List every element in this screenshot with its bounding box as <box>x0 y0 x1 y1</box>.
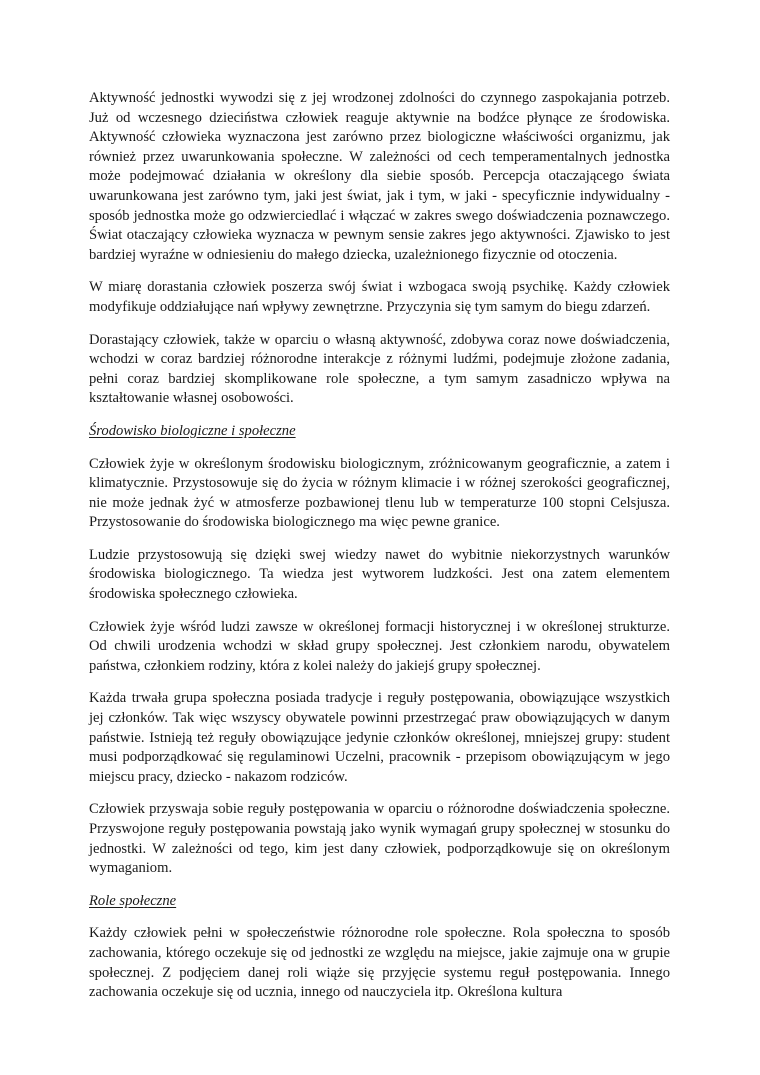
section-heading-social-roles: Role społeczne <box>89 892 177 909</box>
paragraph-acquiring-rules: Człowiek przyswaja sobie reguły postępowania w oparciu o różnorodne doświadczenia społeczne. Przyswojone reguły postępowania powstają jako wynik wymagań grupy społecznej w stosunku do jednostki. W zależności od tego, kim jest dany człowiek, podporządkowuje się on określonym wymaganiom. <box>89 801 670 877</box>
paragraph-growing-up: W miarę dorastania człowiek poszerza swój świat i wzbogaca swoją psychikę. Każdy człowiek modyfikuje oddziałujące nań wpływy zewnętrzne. Przyczynia się tym samym do biegu zdarzeń. <box>89 279 670 315</box>
paragraph-activity-origins: Aktywność jednostki wywodzi się z jej wrodzonej zdolności do czynnego zaspokajania potrzeb. Już od wczesnego dzieciństwa człowiek reaguje aktywnie na bodźce płynące ze środowiska. Aktywność człowieka wyznaczona jest zarówno przez biologiczne właściwości organizmu, jak również przez uwarunkowania społeczne. W zależności od cech temperamentalnych jednostka może podejmować działania w określony dla siebie sposób. Percepcja otaczającego świata uwarunkowana jest zarówno tym, jaki jest świat, jak i tym, w jaki - specyficznie indywidualny - sposób jednostka może go odzwierciedlać i włączać w zakres swego doświadczenia poznawczego. Świat otaczający człowieka wyznacza w pewnym sensie zakres jego aktywności. Zjawisko to jest bardziej wyraźne w odniesieniu do małego dziecka, uzależnionego fizycznie od otoczenia. <box>89 90 670 263</box>
paragraph-biological-environment: Człowiek żyje w określonym środowisku biologicznym, zróżnicowanym geograficznie, a zatem i klimatycznie. Przystosowuje się do życia w różnym klimacie i w różnej szerokości geograficznej, nie może jednak żyć w atmosferze pozbawionej tlenu lub w temperaturze 100 stopni Celsjusza. Przystosowanie do środowiska biologicznego ma więc pewne granice. <box>89 455 670 531</box>
document-page <box>89 89 670 1016</box>
paragraph-knowledge-adaptation: Ludzie przystosowują się dzięki swej wiedzy nawet do wybitnie niekorzystnych warunków środowiska biologicznego. Ta wiedza jest wytworem ludzkości. Jest ona zatem elementem środowiska społecznego człowieka. <box>89 546 670 603</box>
paragraph-maturing-person: Dorastający człowiek, także w oparciu o własną aktywność, zdobywa coraz nowe doświadczenia, wchodzi w coraz bardziej różnorodne interakcje z różnymi ludźmi, podejmuje złożone zadania, pełni coraz bardziej skomplikowane role społeczne, a tym samym zasadniczo wpływa na kształtowanie własnej osobowości. <box>89 331 670 407</box>
paragraph-group-rules: Każda trwała grupa społeczna posiada tradycje i reguły postępowania, obowiązujące wszystkich jej członków. Tak więc wszyscy obywatele powinni przestrzegać praw obowiązujących w danym państwie. Istnieją też reguły obowiązujące jedynie członków określonej, mniejszej grupy: student musi podporządkować się regulaminowi Uczelni, pracownik - przepisom obowiązującym w jego miejscu pracy, dziecko - nakazom rodziców. <box>89 690 670 785</box>
section-heading-environment: Środowisko biologiczne i społeczne <box>89 422 296 439</box>
paragraph-social-roles: Każdy człowiek pełni w społeczeństwie różnorodne role społeczne. Rola społeczna to sposób zachowania, którego oczekuje się od jednostki ze względu na miejsce, jakie zajmuje ona w grupie społecznej. Z podjęciem danej roli wiąże się przyjęcie systemu reguł postępowania. Innego zachowania oczekuje się od ucznia, innego od nauczyciela itp. Określona kultura <box>89 925 670 1001</box>
paragraph-social-structure: Człowiek żyje wśród ludzi zawsze w określonej formacji historycznej i w określonej strukturze. Od chwili urodzenia wchodzi w skład grupy społecznej. Jest członkiem narodu, obywatelem państwa, członkiem rodziny, która z kolei należy do jakiejś grupy społecznej. <box>89 618 670 674</box>
